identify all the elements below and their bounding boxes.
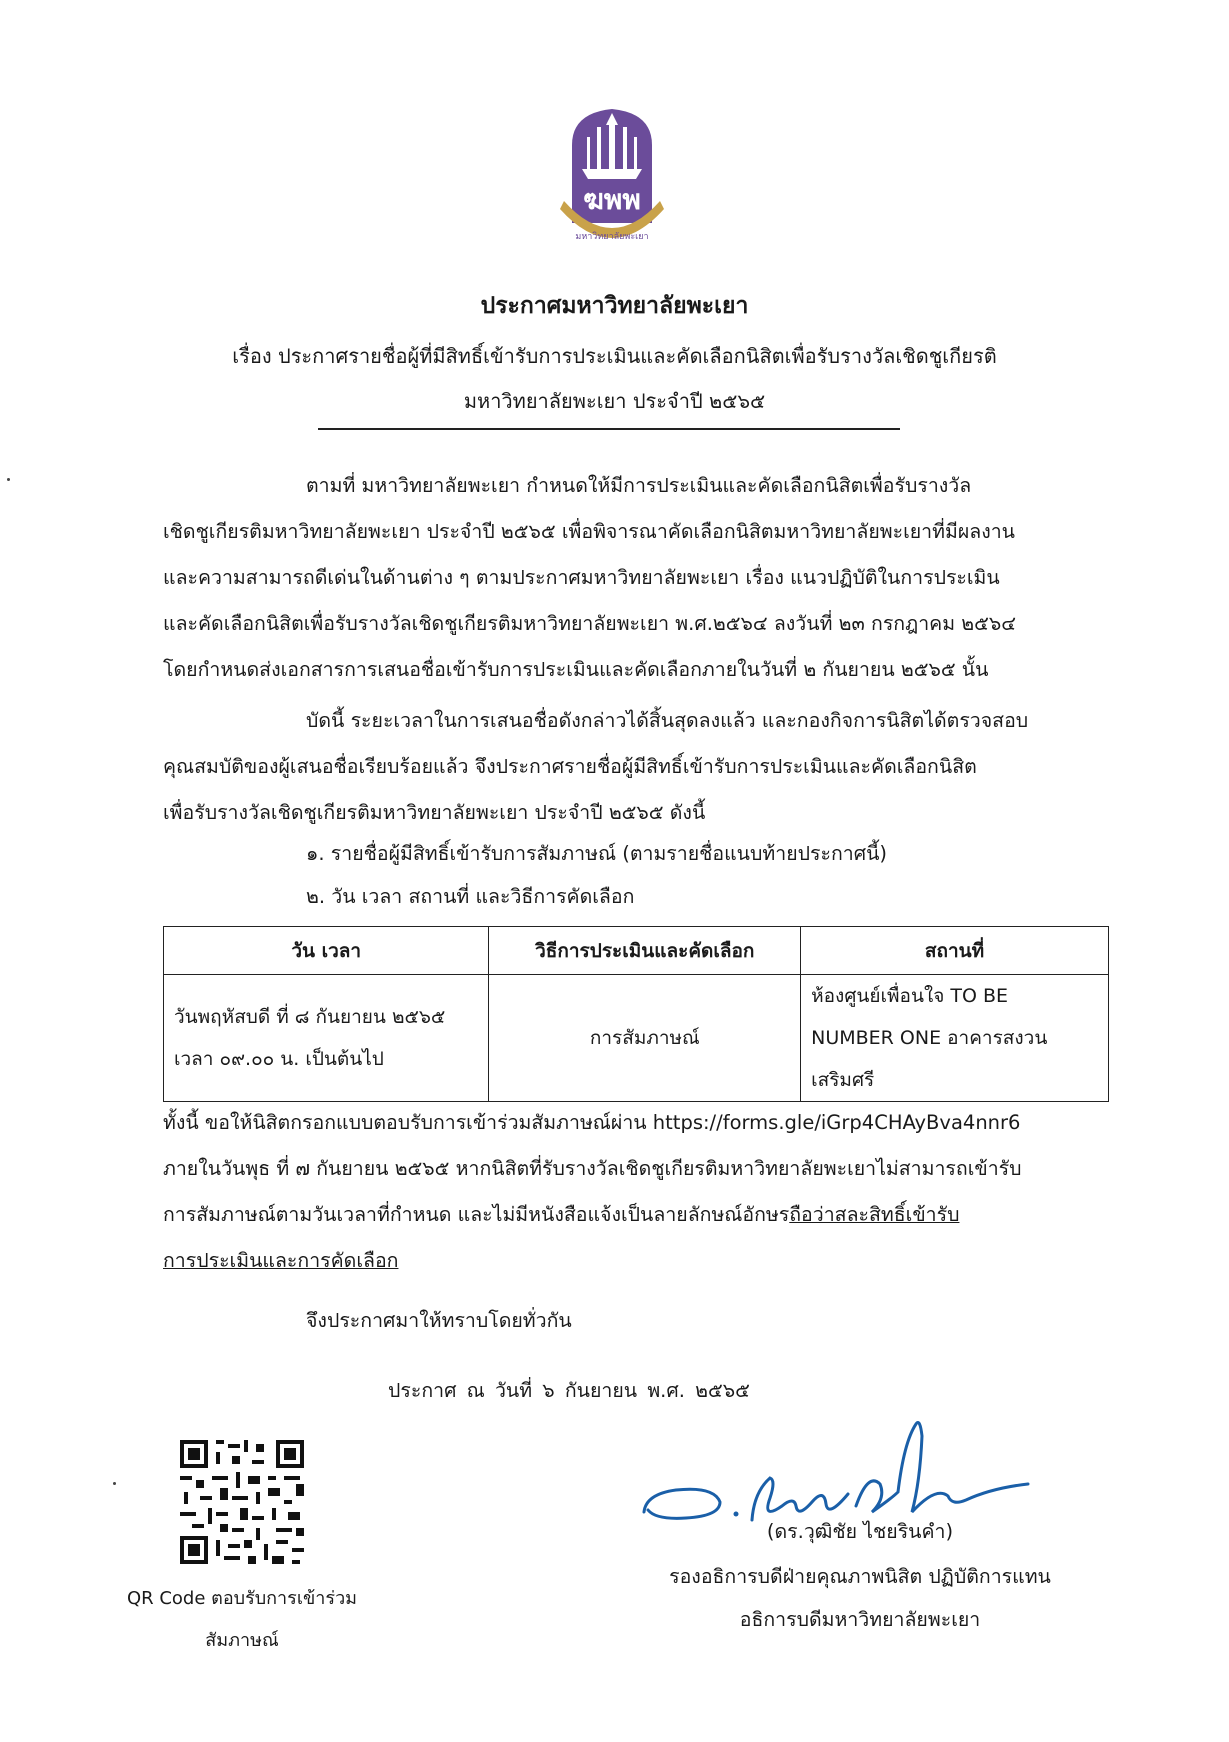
forfeit-notice-continued: การประเมินและการคัดเลือก [163, 1249, 399, 1272]
list-item-2: ๒. วัน เวลา สถานที่ และวิธีการคัดเลือก [306, 885, 635, 908]
logo-caption: มหาวิทยาลัยพะเยา [575, 232, 649, 242]
place-line-3: เสริมศรี [811, 1069, 875, 1091]
paragraph-2-line: คุณสมบัติของผู้เสนอชื่อเรียบร้อยแล้ว จึงประกาศรายชื่อผู้มีสิทธิ์เข้ารับการประเมินและคัดเลือกนิสิต [163, 755, 977, 778]
scan-speck [113, 1482, 116, 1485]
forfeit-notice: ถือว่าสละสิทธิ์เข้ารับ [789, 1203, 960, 1226]
paragraph-2-line: เพื่อรับรางวัลเชิดชูเกียรติมหาวิทยาลัยพะเยา ประจำปี ๒๕๖๕ ดังนี้ [163, 801, 706, 824]
paragraph-3-line-2: ภายในวันพุธ ที่ ๗ กันยายน ๒๕๖๕ หากนิสิตที่รับรางวัลเชิดชูเกียรติมหาวิทยาลัยพะเยาไม่สามารถเข้ารับ [163, 1157, 1022, 1180]
datetime-line-1: วันพฤหัสบดี ที่ ๘ กันยายน ๒๕๖๕ [174, 1006, 446, 1028]
paragraph-1-line: ตามที่ มหาวิทยาลัยพะเยา กำหนดให้มีการประเมินและคัดเลือกนิสิตเพื่อรับรางวัล [306, 474, 972, 497]
cell-method: การสัมภาษณ์ [489, 975, 801, 1102]
closing-statement: จึงประกาศมาให้ทราบโดยทั่วกัน [306, 1309, 572, 1332]
qr-caption-line-1: QR Code ตอบรับการเข้าร่วม [126, 1588, 358, 1609]
header-place: สถานที่ [801, 927, 1109, 975]
paragraph-3-line-4 [163, 1238, 1107, 1284]
university-logo [552, 105, 672, 255]
signatory-position-2: อธิการบดีมหาวิทยาลัยพะเยา [739, 1608, 981, 1631]
table-row [164, 975, 1109, 1102]
datetime-line-2: เวลา ๐๙.๐๐ น. เป็นต้นไป [174, 1048, 384, 1070]
header-datetime: วัน เวลา [164, 927, 489, 975]
scan-speck [7, 478, 10, 481]
signatory-position-1: รองอธิการบดีฝ่ายคุณภาพนิสิต ปฏิบัติการแทน [669, 1565, 1051, 1588]
paragraph-1-line: เชิดชูเกียรติมหาวิทยาลัยพะเยา ประจำปี ๒๕๖๕ เพื่อพิจารณาคัดเลือกนิสิตมหาวิทยาลัยพะเยาที่มีผลงาน [163, 520, 1016, 543]
paragraph-1-line: และความสามารถดีเด่นในด้านต่าง ๆ ตามประกาศมหาวิทยาลัยพะเยา เรื่อง แนวปฏิบัติในการประเมิน [163, 566, 1000, 589]
subject-line-2: มหาวิทยาลัยพะเยา ประจำปี ๒๕๖๕ [463, 389, 766, 413]
signatory-name: (ดร.วุฒิชัย ไชยรินคำ) [766, 1520, 954, 1543]
paragraph-1-line: โดยกำหนดส่งเอกสารการเสนอชื่อเข้ารับการประเมินและคัดเลือกภายในวันที่ ๒ กันยายน ๒๕๖๕ นั้น [163, 658, 989, 681]
title-divider [318, 428, 900, 430]
cell-datetime [164, 975, 489, 1102]
header-method: วิธีการประเมินและคัดเลือก [489, 927, 801, 975]
subject-line-1: เรื่อง ประกาศรายชื่อผู้ที่มีสิทธิ์เข้ารับการประเมินและคัดเลือกนิสิตเพื่อรับรางวัลเชิดชูเกียรติ [232, 344, 997, 368]
paragraph-3 [163, 1100, 1107, 1284]
place-line-2: NUMBER ONE อาคารสงวน [811, 1027, 1048, 1049]
paragraph-2 [163, 698, 1107, 836]
paragraph-3-line-3 [163, 1192, 1107, 1238]
cell-place [801, 975, 1109, 1102]
paragraph-1 [163, 463, 1107, 693]
paragraph-2-line: บัดนี้ ระยะเวลาในการเสนอชื่อดังกล่าวได้สิ้นสุดลงแล้ว และกองกิจการนิสิตได้ตรวจสอบ [306, 709, 1029, 732]
document-title: ประกาศมหาวิทยาลัยพะเยา [480, 293, 749, 319]
list-item-1: ๑. รายชื่อผู้มีสิทธิ์เข้ารับการสัมภาษณ์ (ตามรายชื่อแนบท้ายประกาศนี้) [306, 842, 888, 865]
qr-caption-line-2: สัมภาษณ์ [205, 1630, 279, 1651]
qr-code[interactable] [176, 1436, 308, 1568]
paragraph-1-line: และคัดเลือกนิสิตเพื่อรับรางวัลเชิดชูเกียรติมหาวิทยาลัยพะเยา พ.ศ.๒๕๖๔ ลงวันที่ ๒๓ กรกฎาคม ๒๕๖๔ [163, 612, 1017, 635]
svg-text:ฆพพ: ฆพพ [583, 185, 641, 216]
paragraph-3-line-3-text: การสัมภาษณ์ตามวันเวลาที่กำหนด และไม่มีหนังสือแจ้งเป็นลายลักษณ์อักษร [163, 1203, 790, 1226]
qr-caption [110, 1578, 374, 1662]
paragraph-3-line-1: ทั้งนี้ ขอให้นิสิตกรอกแบบตอบรับการเข้าร่วมสัมภาษณ์ผ่าน https://forms.gle/iGrp4CHAyBva4nnr6 [163, 1111, 1021, 1134]
place-line-1: ห้องศูนย์เพื่อนใจ TO BE [811, 985, 1009, 1007]
announcement-date: ประกาศ ณ วันที่ ๖ กันยายน พ.ศ. ๒๕๖๕ [388, 1379, 750, 1402]
schedule-table [163, 926, 1109, 1102]
